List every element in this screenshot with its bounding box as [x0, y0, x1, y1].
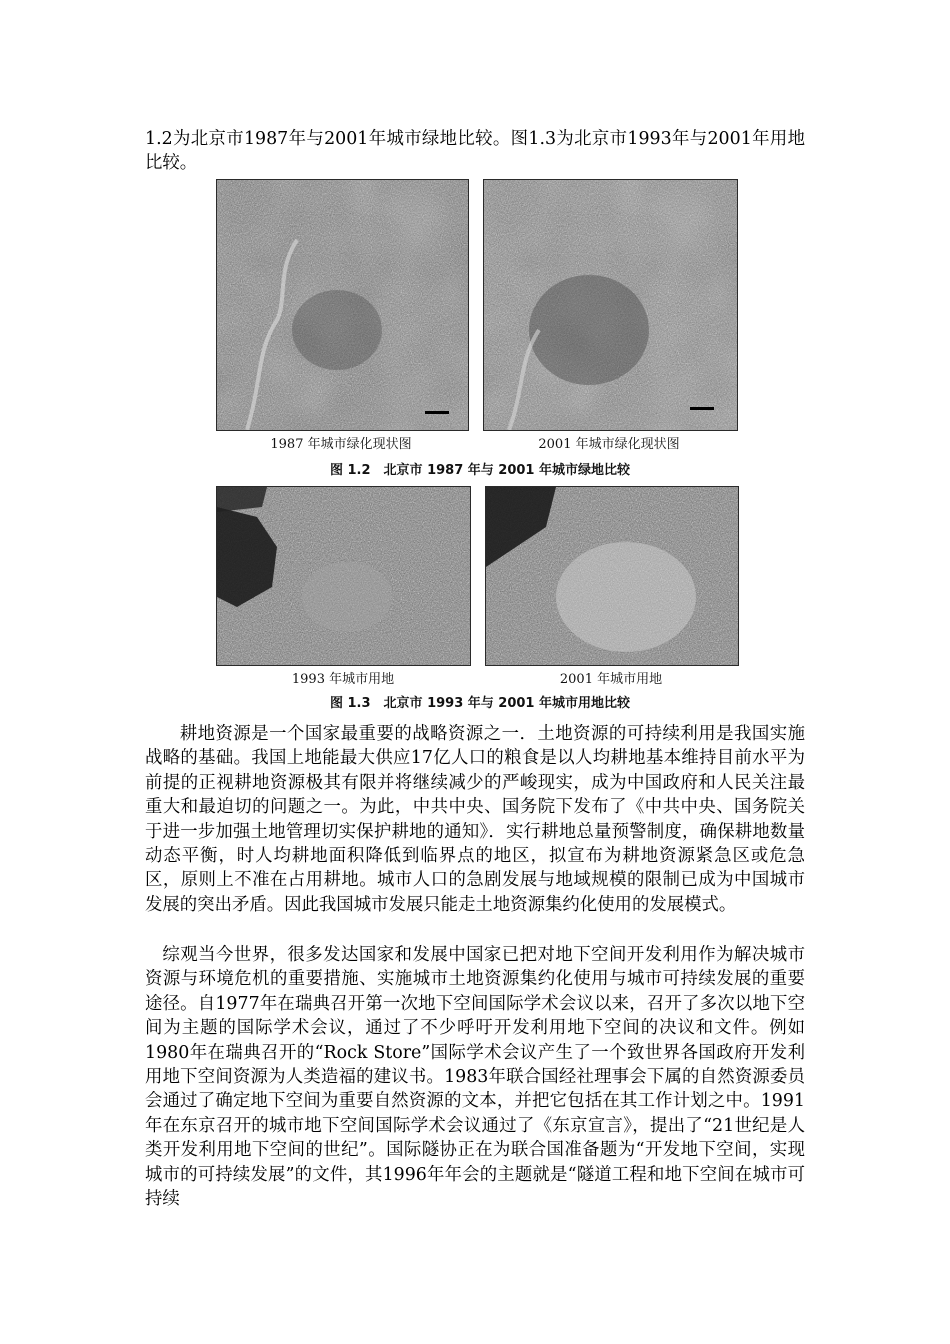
body-paragraph-farmland: 耕地资源是一个国家最重要的战略资源之一．土地资源的可持续利用是我国实施战略的基础。我国上地能最大供应17亿人口的粮食是以人均耕地基本维持目前水平为前提的正视耕地资源极其有限并将继续减少的严峻现实，成为中国政府和人民关注最重大和最迫切的问题之一。为此，中共中央、国务院下发布了《中共中央、国务院关于进一步加强土地管理切实保护耕地的通知》．实行耕地总量预警制度，确保耕地数量动态平衡，时人均耕地面积降低到临界点的地区，拟宣布为耕地资源紧急区或危急区，原则上不准在占用耕地。城市人口的急剧发展与地域规模的限制已成为中国城市发展的突出矛盾。因此我国城市发展只能走土地资源集约化使用的发展模式。: [145, 724, 805, 915]
intro-paragraph: 1.2为北京市1987年与2001年城市绿地比较。图1.3为北京市1993年与2001年用地比较。: [145, 129, 805, 174]
body-paragraph-underground: 综观当今世界，很多发达国家和发展中国家已把对地下空间开发利用作为解决城市资源与环境危机的重要措施、实施城市土地资源集约化使用与城市可持续发展的重要途径。自1977年在瑞典召开第一次地下空间国际学术会议以来，召开了多次以地下空间为主题的国际学术会议，通过了不少呼吁开发利用地下空间的决议和文件。例如1980年在瑞典召开的“Rock Store”国际学术会议产生了一个致世界各国政府开发利用地下空间资源为人类造福的建议书。1983年联合国经社理事会下属的自然资源委员会通过了确定地下空间为重要自然资源的文本，并把它包括在其工作计划之中。1991年在东京召开的城市地下空间国际学术会议通过了《东京宣言》，提出了“21世纪是人类开发利用地下空间的世纪”。国际隧协正在为联合国准备题为“开发地下空间，实现城市的可持续发展”的文件，其1996年年会的主题就是“隧道工程和地下空间在城市可持续: [145, 945, 805, 1210]
satellite-image-1987-green: [216, 179, 469, 431]
satellite-image-1993-landuse: [216, 486, 471, 666]
scale-bar: [690, 407, 714, 410]
figure-1-3-caption: 图 1.3 北京市 1993 年与 2001 年城市用地比较: [329, 696, 631, 711]
figure-1-2-right-label: 2001 年城市绿化现状图: [538, 437, 680, 452]
scale-bar: [425, 411, 449, 414]
satellite-image-2001-landuse: [485, 486, 739, 666]
figure-1-2-left-label: 1987 年城市绿化现状图: [270, 437, 412, 452]
figure-1-2-caption: 图 1.2 北京市 1987 年与 2001 年城市绿地比较: [329, 463, 631, 478]
figure-1-3-left-label: 1993 年城市用地: [291, 672, 395, 687]
figure-1-3-right-label: 2001 年城市用地: [559, 672, 663, 687]
satellite-image-2001-green: [483, 179, 738, 431]
